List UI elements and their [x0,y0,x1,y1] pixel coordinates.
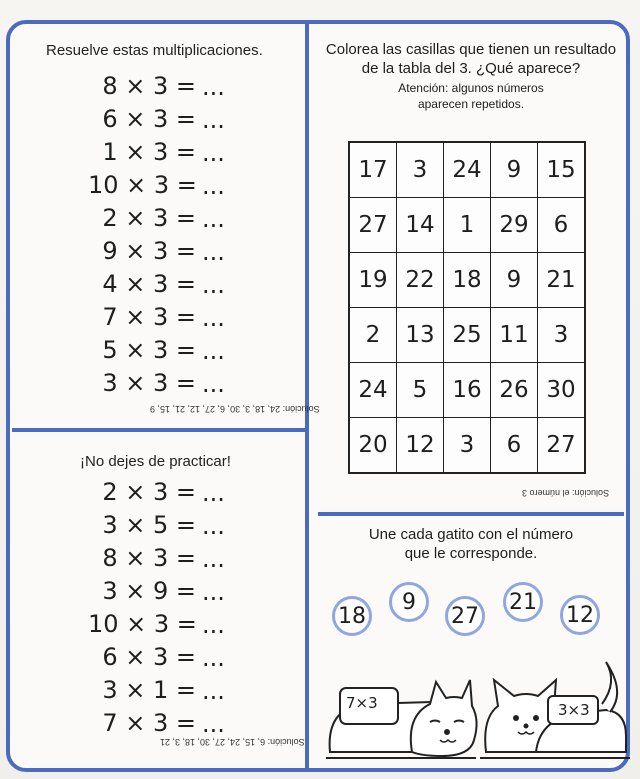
equation-row [88,268,225,301]
equation-row [88,136,225,169]
equation-row [88,301,225,334]
equation-row [88,542,225,575]
equation: 8 × 3 = [102,544,196,572]
equation: 3 × 5 = [102,511,196,539]
answer-blank[interactable]: ... [202,577,225,606]
equation-row [88,235,225,268]
answer-blank[interactable]: ... [202,270,225,299]
number-circle[interactable]: 21 [503,582,543,622]
right-bottom-title-line1: Une cada gatito con el número [368,526,574,543]
left-top-solution: Solución: 24, 18, 3, 30, 6, 27, 12, 21, 15, 9 [150,404,320,414]
grid-cell[interactable]: 22 [397,253,444,308]
grid-cell[interactable]: 5 [397,363,444,418]
right-top-title-line2: de la tabla del 3. ¿Qué aparece? [361,60,581,77]
grid-cell[interactable]: 3 [444,418,491,474]
grid-cell[interactable]: 6 [491,418,538,474]
equation: 7 × 3 = [102,303,196,331]
grid-cell[interactable]: 9 [491,253,538,308]
equation-row [88,707,225,740]
grid-cell[interactable]: 26 [491,363,538,418]
grid-cell[interactable]: 29 [491,198,538,253]
grid-cell[interactable]: 15 [538,142,586,198]
equation-row [88,674,225,707]
equation-row [88,103,225,136]
answer-blank[interactable]: ... [202,511,225,540]
number-grid [348,141,586,474]
grid-cell[interactable]: 24 [444,142,491,198]
answer-blank[interactable]: ... [202,171,225,200]
number-circle[interactable]: 12 [560,595,600,635]
grid-cell[interactable]: 16 [444,363,491,418]
cat-2-label: 3×3 [558,701,590,719]
grid-cell[interactable]: 17 [349,142,397,198]
answer-blank[interactable]: ... [202,676,225,705]
grid-row [349,198,585,253]
equation: 1 × 3 = [102,138,196,166]
answer-blank[interactable]: ... [202,237,225,266]
equation: 7 × 3 = [102,709,196,737]
cat-sleeping-icon[interactable] [322,660,482,764]
right-top-note-line2: aparecen repetidos. [417,97,525,111]
grid-cell[interactable]: 11 [491,308,538,363]
equation-row [88,70,225,103]
cat-1-label: 7×3 [346,694,378,712]
right-top-solution: Solución: el número 3 [522,488,610,498]
grid-cell[interactable]: 30 [538,363,586,418]
grid-row [349,363,585,418]
answer-blank[interactable]: ... [202,336,225,365]
equation: 2 × 3 = [102,204,196,232]
answer-blank[interactable]: ... [202,105,225,134]
right-bottom-title-line2: que le corresponde. [404,545,538,562]
answer-blank[interactable]: ... [202,204,225,233]
equation-row [88,641,225,674]
equation: 2 × 3 = [102,478,196,506]
equation-row [88,367,225,400]
equation: 6 × 3 = [102,643,196,671]
answer-blank[interactable]: ... [202,709,225,738]
answer-blank[interactable]: ... [202,138,225,167]
right-top-title-line1: Colorea las casillas que tienen un resultado [325,41,617,58]
left-top-equations [88,70,225,400]
grid-cell[interactable]: 24 [349,363,397,418]
equation-row [88,202,225,235]
grid-cell[interactable]: 3 [538,308,586,363]
grid-cell[interactable]: 18 [444,253,491,308]
number-circle[interactable]: 9 [389,582,429,622]
left-top-title: Resuelve estas multiplicaciones. [46,42,263,59]
grid-cell[interactable]: 27 [538,418,586,474]
grid-cell[interactable]: 12 [397,418,444,474]
left-bottom-title: ¡No dejes de practicar! [80,453,231,470]
grid-cell[interactable]: 6 [538,198,586,253]
grid-cell[interactable]: 13 [397,308,444,363]
equation: 9 × 3 = [102,237,196,265]
answer-blank[interactable]: ... [202,610,225,639]
equation: 6 × 3 = [102,105,196,133]
equation-row [88,575,225,608]
grid-row [349,142,585,198]
grid-cell[interactable]: 20 [349,418,397,474]
equation-row [88,509,225,542]
answer-blank[interactable]: ... [202,643,225,672]
equation: 4 × 3 = [102,270,196,298]
grid-cell[interactable]: 25 [444,308,491,363]
equation: 10 × 3 = [88,171,197,199]
grid-cell[interactable]: 9 [491,142,538,198]
grid-row [349,253,585,308]
grid-cell[interactable]: 21 [538,253,586,308]
answer-blank[interactable]: ... [202,72,225,101]
grid-cell[interactable]: 27 [349,198,397,253]
equation: 3 × 3 = [102,369,196,397]
cat-sitting-icon[interactable] [476,652,636,764]
vertical-divider [305,20,309,772]
answer-blank[interactable]: ... [202,544,225,573]
grid-cell[interactable]: 2 [349,308,397,363]
grid-row [349,418,585,474]
equation: 5 × 3 = [102,336,196,364]
grid-cell[interactable]: 1 [444,198,491,253]
equation: 3 × 1 = [102,676,196,704]
right-horizontal-divider [318,512,624,516]
equation-row [88,169,225,202]
number-circle[interactable]: 18 [332,596,372,636]
left-bottom-solution: Solución: 6, 15, 24, 27, 30, 18, 3, 21 [160,737,305,747]
equation-row [88,608,225,641]
equation: 3 × 9 = [102,577,196,605]
right-top-note-line1: Atención: algunos números [398,81,544,95]
grid-row [349,308,585,363]
equation-row [88,334,225,367]
answer-blank[interactable]: ... [202,303,225,332]
left-horizontal-divider [12,428,305,432]
left-bottom-equations [88,476,225,740]
grid-cell[interactable]: 19 [349,253,397,308]
grid-cell[interactable]: 14 [397,198,444,253]
number-circle[interactable]: 27 [445,596,485,636]
equation: 10 × 3 = [88,610,197,638]
equation-row [88,476,225,509]
grid-cell[interactable]: 3 [397,142,444,198]
equation: 8 × 3 = [102,72,196,100]
answer-blank[interactable]: ... [202,478,225,507]
answer-blank[interactable]: ... [202,369,225,398]
